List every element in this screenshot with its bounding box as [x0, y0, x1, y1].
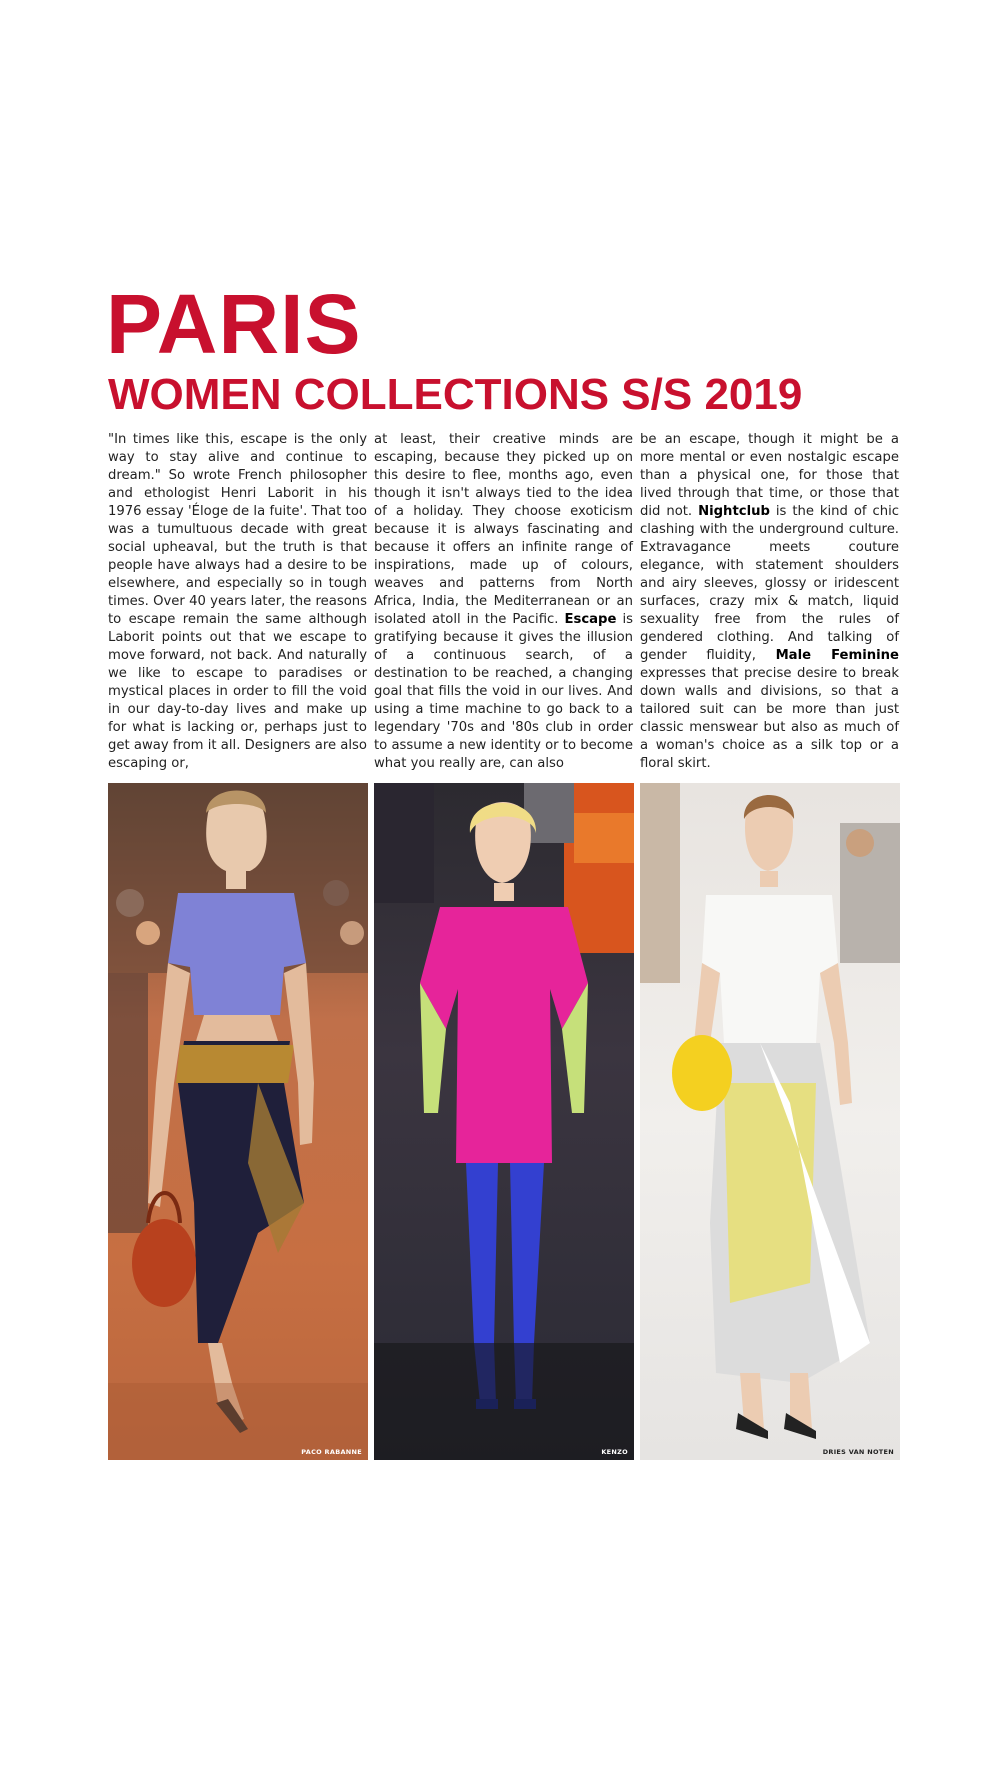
column-2-text-b: is gratifying because it gives the illusion of a continuous search, of a destination to be reached, a changing goal that fills the void in our lives. And using a time machine to go back to a legendary '70s and '80s club in order to assume a new identity or to become what you really are, can also	[374, 612, 633, 771]
photo-caption: KENZO	[601, 1448, 628, 1456]
photo-caption: PACO RABANNE	[301, 1448, 362, 1456]
page-title: PARIS	[106, 277, 362, 371]
runway-photo-dries-van-noten	[640, 783, 900, 1460]
column-1-text: "In times like this, escape is the only way to stay alive and continue to dream." So wrote French philosopher and ethologist Henri Laborit in his 1976 essay 'Éloge de la fuite'. That too was a tumultuous decade with great social upheaval, but the truth is that people have always had a desire to be elsewhere, and especially so in tough times. Over 40 years later, the reasons to escape remain the same although Laborit points out that we escape to move forward, not back. And naturally we like to escape to paradises or mystical places in order to fill the void in our day-to-day lives and make up for what is lacking or, perhaps just to get away from it all. Designers are also escaping or,	[108, 432, 367, 771]
runway-illustration	[108, 783, 368, 1460]
runway-illustration	[640, 783, 900, 1460]
keyword-nightclub: Nightclub	[698, 504, 770, 519]
page-subtitle: WOMEN COLLECTIONS S/S 2019	[108, 370, 803, 419]
photo-caption: DRIES VAN NOTEN	[822, 1448, 894, 1456]
column-3-text-c: expresses that precise desire to break down walls and divisions, so that a tailored suit can be more than just classic menswear but also as much of a woman's choice as a silk top or a floral skirt.	[640, 666, 899, 771]
column-3-text-b: is the kind of chic clashing with the underground culture. Extravagance meets couture elegance, with statement shoulders and airy sleeves, glossy or iridescent surfaces, crazy mix & match, liquid sexuality free from the rules of gendered clothing. And talking of gender fluidity,	[640, 504, 899, 663]
article-column-1	[108, 431, 367, 773]
column-3-text-a: be an escape, though it might be a more mental or even nostalgic escape than a physical one, for those that lived through that time, or those that did not.	[640, 432, 899, 519]
runway-photo-paco-rabanne	[108, 783, 368, 1460]
keyword-escape: Escape	[564, 612, 617, 627]
runway-illustration	[374, 783, 634, 1460]
column-2-text-a: at least, their creative minds are escaping, because they picked up on this desire to flee, months ago, even though it isn't always tied to the idea of a holiday. They choose exoticism because it is always fascinating and because it offers an infinite range of inspirations, made up of colours, weaves and patterns from North Africa, India, the Mediterranean or an isolated atoll in the Pacific.	[374, 432, 633, 627]
article-column-2	[374, 431, 633, 773]
runway-photo-kenzo	[374, 783, 634, 1460]
article-column-3	[640, 431, 899, 773]
keyword-male-feminine: Male Feminine	[775, 648, 899, 663]
